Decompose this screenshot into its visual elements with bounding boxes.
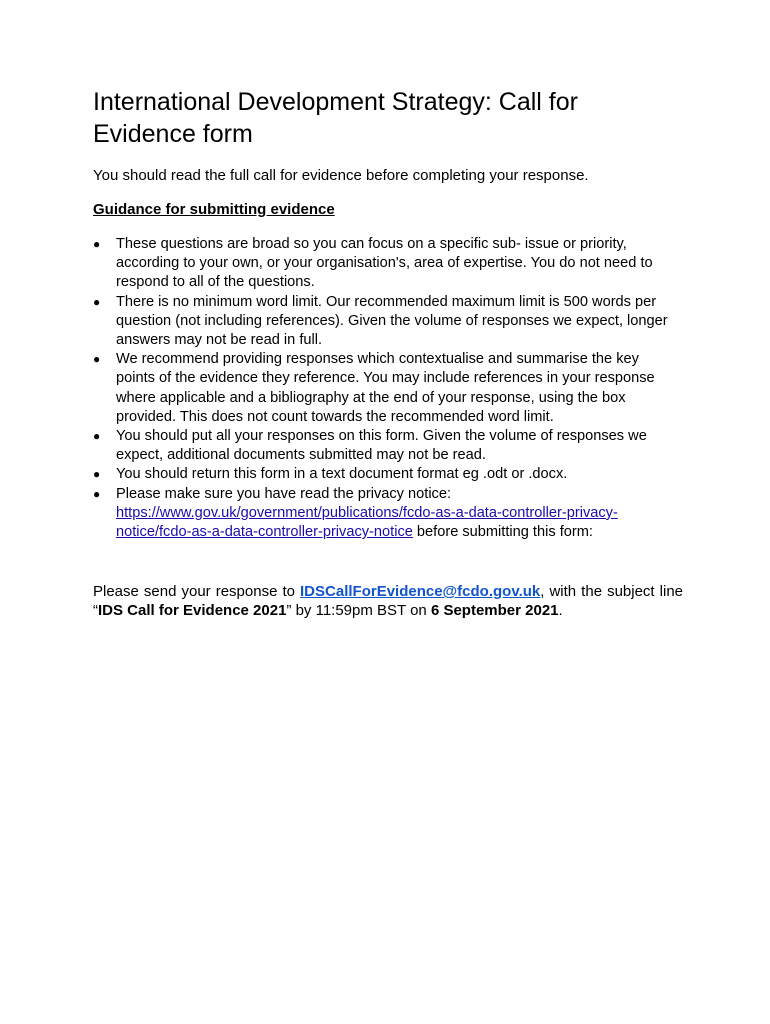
page-title: International Development Strategy: Call for Evidence form (93, 88, 578, 148)
bullet-icon: ● (93, 352, 101, 367)
privacy-suffix: before submitting this form: (412, 524, 593, 541)
list-item (93, 235, 681, 293)
bullet-icon: ● (93, 294, 101, 309)
bullet-icon: ● (93, 486, 101, 501)
send-end: . (558, 602, 563, 619)
intro-text: You should read the full call for evidence before completing your response. (93, 167, 589, 184)
list-item (93, 485, 681, 543)
privacy-text: Please make sure you have read the privacy notice: (116, 485, 452, 502)
submission-instructions (93, 582, 683, 620)
list-item (93, 465, 681, 484)
bullet-text: There is no minimum word limit. Our recommended maximum limit is 500 words per question (not including references). Given the volume of responses we expect, longer answers may not be read in full. (116, 293, 668, 349)
send-prefix: Please send your response to (93, 583, 301, 600)
privacy-notice-link[interactable]: https://www.gov.uk/government/publications/fcdo-as-a-data-controller-privacy-notice/fcdo-as-a-data-controller-privacy-notice (116, 504, 618, 541)
bullet-text: We recommend providing responses which contextualise and summarise the key points of the evidence they reference. You may include references in your response where applicable and a bibliography at the end of your response, using the box provided. This does not count towards the recommended word limit. (116, 351, 655, 425)
list-item (93, 427, 681, 465)
bullet-icon: ● (93, 237, 101, 251)
email-link[interactable]: IDSCallForEvidence@fcdo.gov.uk (300, 583, 541, 600)
bullet-text: You should return this form in a text document format eg .odt or .docx. (116, 466, 568, 483)
bullet-icon: ● (93, 467, 101, 482)
send-middle: , with the subject line “ (93, 583, 683, 619)
bullet-text: These questions are broad so you can focus on a specific sub- issue or priority, according to your own, or your organisation's, area of expertise. You do not need to respond to all of the questions. (116, 236, 653, 291)
send-middle2: ” by 11:59pm BST on (286, 602, 431, 619)
bullet-icon: ● (93, 429, 101, 444)
list-item (93, 293, 681, 351)
bullet-text: You should put all your responses on this form. Given the volume of responses we expect, additional documents submitted may not be read. (116, 428, 647, 464)
deadline-date: 6 September 2021 (430, 602, 559, 619)
guidance-heading: Guidance for submitting evidence (93, 201, 335, 218)
list-item (93, 350, 681, 427)
guidance-list (93, 235, 681, 542)
subject-line: IDS Call for Evidence 2021 (98, 602, 287, 619)
